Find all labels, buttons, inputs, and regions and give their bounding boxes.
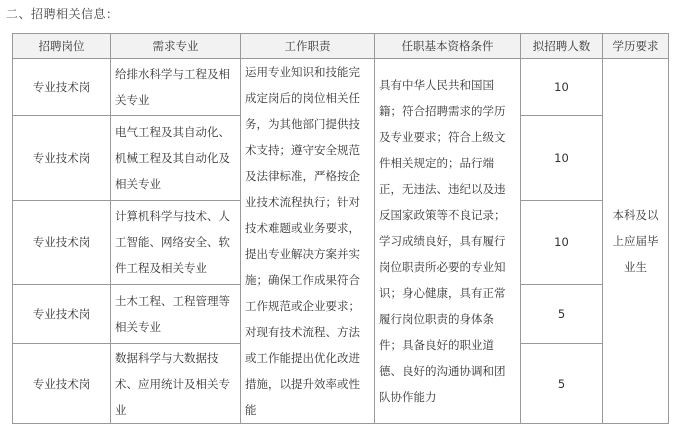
header-qualifications: 任职基本资格条件	[375, 34, 521, 59]
header-position: 招聘岗位	[13, 34, 111, 59]
position-cell: 专业技术岗	[13, 285, 111, 344]
duties-cell: 运用专业知识和技能完成定岗后的岗位相关任务，为其他部门提供技术支持；遵守安全规范及法律标准，严格按企业技术流程执行；针对技术难题或业务要求，提出专业解决方案并实施；确保工作成果符合工作规范或企业要求；对现有技术流程、方法或工作能提出优化改进措施，以提升效率或性能	[241, 59, 375, 424]
count-cell: 5	[521, 285, 603, 344]
header-major: 需求专业	[111, 34, 241, 59]
qualifications-cell: 具有中华人民共和国国籍；符合招聘需求的学历及专业要求；符合上级文件相关规定的；品行端正，无违法、违纪以及违反国家政策等不良记录；学习成绩良好，具有履行岗位职责所必要的专业知识；身心健康，具有正常履行岗位职责的身体条件；具备良好的职业道德、良好的沟通协调和团队协作能力	[375, 59, 521, 424]
count-cell: 5	[521, 344, 603, 424]
position-cell: 专业技术岗	[13, 200, 111, 285]
position-cell: 专业技术岗	[13, 115, 111, 200]
major-cell: 计算机科学与技术、人工智能、网络安全、软件工程及相关专业	[111, 200, 241, 285]
count-cell: 10	[521, 200, 603, 285]
table-row	[13, 59, 669, 116]
major-cell: 给排水科学与工程及相关专业	[111, 59, 241, 116]
major-cell: 电气工程及其自动化、机械工程及其自动化及相关专业	[111, 115, 241, 200]
header-education: 学历要求	[603, 34, 669, 59]
position-cell: 专业技术岗	[13, 59, 111, 116]
major-cell: 数据科学与大数据技术、应用统计及相关专业	[111, 344, 241, 424]
header-duties: 工作职责	[241, 34, 375, 59]
recruitment-table	[12, 33, 669, 424]
position-cell: 专业技术岗	[13, 344, 111, 424]
major-cell: 土木工程、工程管理等相关专业	[111, 285, 241, 344]
section-title: 二、招聘相关信息：	[6, 7, 119, 21]
header-count: 拟招聘人数	[521, 34, 603, 59]
count-cell: 10	[521, 59, 603, 116]
education-cell: 本科及以上应届毕业生	[603, 59, 669, 424]
count-cell: 10	[521, 115, 603, 200]
table-header-row	[13, 34, 669, 59]
